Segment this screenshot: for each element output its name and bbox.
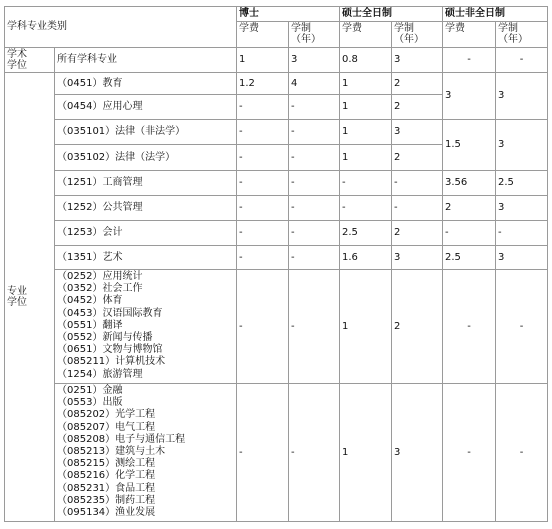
phd-fee: - (237, 221, 289, 246)
degree-type-professional (5, 73, 55, 522)
pt-duration: - (496, 48, 548, 73)
major-group-a (55, 270, 237, 384)
major-name: （095134）渔业发展 (57, 507, 156, 519)
ft-fee: 1 (340, 120, 392, 145)
major-name: （085211）计算机技术 (57, 356, 166, 368)
pt-duration: - (496, 384, 548, 522)
table-row (5, 221, 548, 246)
table-row (5, 384, 548, 522)
duration-label: 学制 (498, 23, 518, 34)
phd-duration: - (289, 384, 340, 522)
header-phd-fee: 学费 (237, 22, 289, 48)
degree-type-line: 学位 (7, 297, 27, 308)
pt-fee: 2.5 (443, 246, 496, 270)
header-group-master-pt: 硕士非全日制 (443, 7, 548, 22)
ft-fee: 1.6 (340, 246, 392, 270)
phd-fee: 1 (237, 48, 289, 73)
ft-duration: 2 (392, 73, 443, 95)
ft-duration: 3 (392, 120, 443, 145)
header-ft-fee: 学费 (340, 22, 392, 48)
pt-duration: 3 (496, 120, 548, 171)
pt-duration: 3 (496, 246, 548, 270)
table-row (5, 246, 548, 270)
major-name: （1251）工商管理 (55, 171, 237, 196)
pt-duration: - (496, 270, 548, 384)
pt-duration: 3 (496, 73, 548, 120)
phd-fee: - (237, 384, 289, 522)
duration-label: 学制 (291, 23, 311, 34)
degree-type-academic (5, 48, 55, 73)
phd-duration: - (289, 270, 340, 384)
header-category (5, 7, 237, 48)
ft-duration: - (392, 171, 443, 196)
degree-type-line: 专业 (7, 286, 27, 297)
phd-duration: - (289, 171, 340, 196)
header-pt-fee: 学费 (443, 22, 496, 48)
tuition-table (4, 6, 548, 522)
major-name: （035101）法律（非法学） (55, 120, 237, 145)
phd-duration: 3 (289, 48, 340, 73)
major-group-b (55, 384, 237, 522)
major-name: （085202）光学工程 (57, 409, 156, 421)
header-ft-duration (392, 22, 443, 48)
major-name: （085207）电气工程 (57, 421, 156, 433)
major-name: （0251）金融 (57, 385, 123, 396)
header-group-phd: 博士 (237, 7, 340, 22)
duration-unit: （年） (498, 34, 528, 45)
major-name: （035102）法律（法学） (55, 145, 237, 171)
major-name: （0454）应用心理 (55, 95, 237, 120)
major-name: （0451）教育 (55, 73, 237, 95)
phd-fee: - (237, 145, 289, 171)
header-pt-duration (496, 22, 548, 48)
major-name: （0551）翻译 (57, 319, 123, 331)
ft-duration: 2 (392, 221, 443, 246)
phd-duration: - (289, 221, 340, 246)
pt-fee: - (443, 48, 496, 73)
major-name: （0453）汉语国际教育 (57, 307, 163, 319)
phd-duration: 4 (289, 73, 340, 95)
table-row (5, 270, 548, 384)
phd-fee: - (237, 171, 289, 196)
table-row (5, 48, 548, 73)
duration-unit: （年） (291, 34, 321, 45)
ft-fee: 1 (340, 270, 392, 384)
phd-duration: - (289, 95, 340, 120)
major-name: （0252）应用统计 (57, 271, 143, 282)
pt-duration: 2.5 (496, 171, 548, 196)
major-name: （1254）旅游管理 (57, 368, 143, 380)
major-name: （085208）电子与通信工程 (57, 433, 186, 445)
phd-fee: - (237, 95, 289, 120)
major-name: （085216）化学工程 (57, 470, 156, 482)
ft-duration: 3 (392, 246, 443, 270)
ft-duration: 2 (392, 270, 443, 384)
ft-duration: 2 (392, 95, 443, 120)
pt-fee: - (443, 270, 496, 384)
table-row (5, 120, 548, 145)
ft-fee: 2.5 (340, 221, 392, 246)
table-row (5, 196, 548, 221)
major-name: 所有学科专业 (55, 48, 237, 73)
ft-fee: 0.8 (340, 48, 392, 73)
degree-type-line: 学术 (7, 49, 27, 60)
phd-fee: - (237, 120, 289, 145)
major-name: （1253）会计 (55, 221, 237, 246)
ft-fee: - (340, 196, 392, 221)
ft-fee: 1 (340, 73, 392, 95)
pt-duration: 3 (496, 196, 548, 221)
major-name: （085231）食品工程 (57, 482, 156, 494)
phd-fee: - (237, 196, 289, 221)
duration-label: 学制 (394, 23, 414, 34)
ft-fee: 1 (340, 145, 392, 171)
ft-duration: 3 (392, 48, 443, 73)
major-name: （0452）体育 (57, 295, 123, 307)
degree-type-line: 学位 (7, 60, 27, 71)
table-row (5, 171, 548, 196)
phd-fee: - (237, 246, 289, 270)
ft-fee: 1 (340, 384, 392, 522)
major-name: （085235）制药工程 (57, 494, 156, 506)
ft-duration: 2 (392, 145, 443, 171)
pt-fee: 2 (443, 196, 496, 221)
header-category-label: 学科专业类别 (7, 21, 67, 32)
major-name: （1351）艺术 (55, 246, 237, 270)
major-name: （0552）新闻与传播 (57, 332, 153, 344)
pt-fee: 3 (443, 73, 496, 120)
table-row (5, 73, 548, 95)
major-name: （0352）社会工作 (57, 283, 143, 295)
phd-duration: - (289, 246, 340, 270)
ft-fee: 1 (340, 95, 392, 120)
pt-fee: - (443, 384, 496, 522)
pt-fee: - (443, 221, 496, 246)
table-wrapper (4, 6, 548, 522)
ft-duration: 3 (392, 384, 443, 522)
major-name: （085215）测绘工程 (57, 458, 156, 470)
header-group-master-ft: 硕士全日制 (340, 7, 443, 22)
major-name: （1252）公共管理 (55, 196, 237, 221)
pt-fee: 3.56 (443, 171, 496, 196)
major-name: （0651）文物与博物馆 (57, 344, 163, 356)
major-name: （085213）建筑与土木 (57, 446, 166, 458)
header-phd-duration (289, 22, 340, 48)
phd-fee: - (237, 270, 289, 384)
pt-duration: - (496, 221, 548, 246)
duration-unit: （年） (394, 34, 424, 45)
major-name: （0553）出版 (57, 397, 123, 409)
ft-fee: - (340, 171, 392, 196)
phd-duration: - (289, 120, 340, 145)
phd-fee: 1.2 (237, 73, 289, 95)
ft-duration: - (392, 196, 443, 221)
phd-duration: - (289, 196, 340, 221)
phd-duration: - (289, 145, 340, 171)
pt-fee: 1.5 (443, 120, 496, 171)
